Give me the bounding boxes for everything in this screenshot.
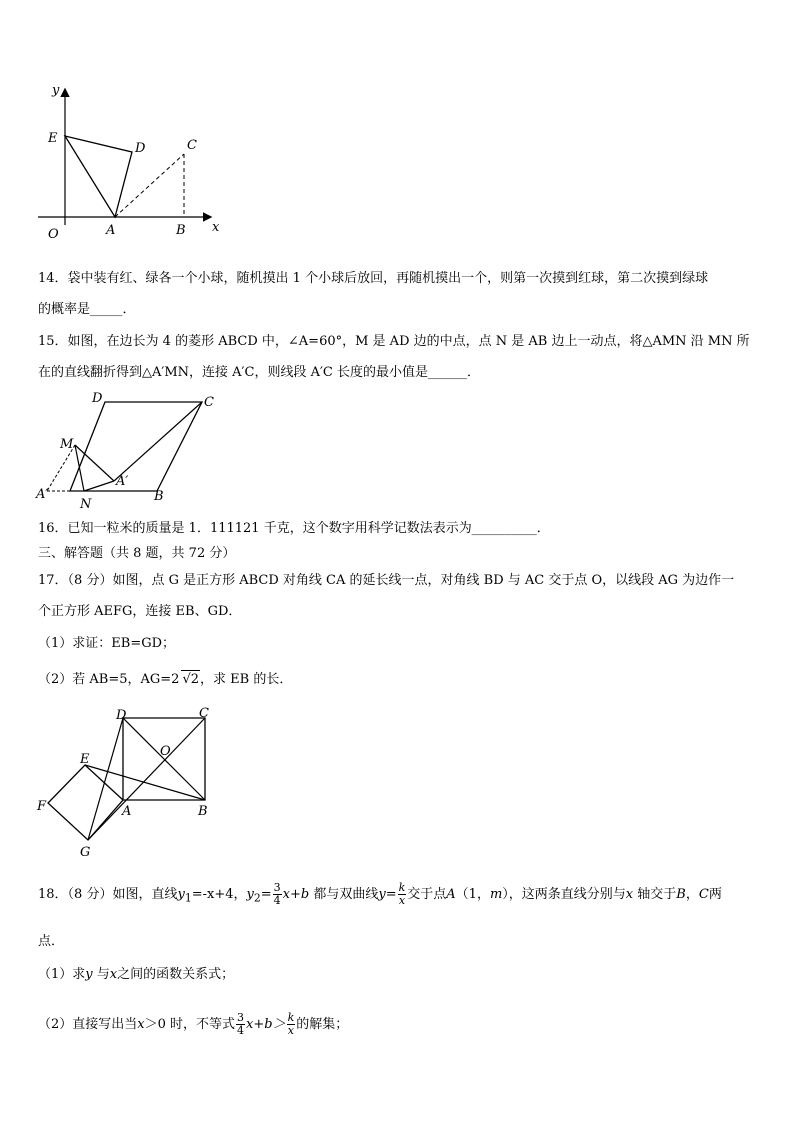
q18-part1-post: 之间的函数关系式； bbox=[117, 967, 235, 982]
point-b: B bbox=[676, 887, 686, 902]
q17-line1: 17．（8 分）如图，点 G 是正方形 ABCD 对角线 CA 的延长线一点，对角线 BD 与 AC 交于点 O，以线段 AG 为边作一 bbox=[38, 573, 735, 588]
q17-part1: （1）求证：EB=GD； bbox=[38, 636, 176, 651]
frac-num: k bbox=[398, 881, 406, 894]
label-b: B bbox=[176, 223, 186, 238]
q15-line2: 在的直线翻折得到△A′MN，连接 A′C，则线段 A′C 长度的最小值是______． bbox=[38, 365, 480, 380]
label-x: x bbox=[212, 220, 220, 235]
label-e: E bbox=[48, 131, 58, 146]
rhombus-abcd bbox=[70, 402, 202, 491]
q18-part1 bbox=[38, 966, 234, 984]
eq-sign: = bbox=[385, 887, 397, 902]
y-var: y bbox=[378, 887, 386, 902]
fraction-k-x bbox=[398, 882, 407, 907]
fraction-k-x bbox=[287, 1012, 296, 1037]
square-aefg bbox=[48, 765, 123, 840]
q18-line2: 点． bbox=[38, 934, 65, 949]
sqrt-symbol: √2 bbox=[182, 672, 200, 687]
figure-q15 bbox=[30, 388, 230, 513]
label-c: C bbox=[204, 395, 214, 410]
q17-line2: 个正方形 AEFG，连接 EB、GD． bbox=[38, 604, 242, 619]
x-axis-var: x bbox=[625, 887, 634, 902]
q17-part2 bbox=[38, 670, 292, 689]
m-var: m bbox=[489, 887, 503, 902]
label-a: A bbox=[106, 223, 116, 238]
q18-mid: 都与双曲线 bbox=[309, 887, 379, 902]
frac-den: 4 bbox=[273, 894, 281, 907]
point-a: A bbox=[446, 887, 456, 902]
label-c: C bbox=[187, 138, 197, 153]
q14-line1: 14．袋中装有红、绿各一个小球，随机摸出 1 个小球后放回，再随机摸出一个，则第一次摸到红球，第二次摸到绿球 bbox=[38, 271, 709, 286]
label-n: N bbox=[80, 497, 92, 512]
point-c: C bbox=[698, 887, 709, 902]
frac-den: x bbox=[398, 894, 406, 907]
q17-part2-pre: （2）若 AB=5，AG=2 bbox=[38, 672, 180, 687]
label-o: O bbox=[48, 227, 59, 242]
x-var: x bbox=[109, 967, 118, 982]
label-b: B bbox=[154, 489, 164, 504]
figure-q13 bbox=[30, 80, 230, 250]
y1-sub: 1 bbox=[184, 891, 192, 905]
dashed-ac bbox=[115, 154, 184, 217]
q18-part1-mid: 与 bbox=[92, 967, 110, 982]
q15-line1: 15．如图，在边长为 4 的菱形 ABCD 中，∠A=60°，M 是 AD 边的中点，点 N 是 AB 边上一动点，将△AMN 沿 MN 所 bbox=[38, 334, 750, 349]
label-y: y bbox=[52, 83, 60, 98]
segment-na1 bbox=[84, 481, 114, 491]
q18-tail: ），这两条直线分别与 bbox=[502, 887, 626, 902]
q18-part2-post: 的解集； bbox=[296, 1017, 349, 1032]
q18-part2 bbox=[38, 1012, 348, 1037]
label-e: E bbox=[80, 752, 90, 767]
q17-part2-post: ，求 EB 的长． bbox=[200, 672, 293, 687]
frac-den: x bbox=[287, 1024, 295, 1037]
xb-term: x+b＞ bbox=[246, 1017, 286, 1032]
y2-eq: = bbox=[260, 887, 272, 902]
y1-eq: =-x+4， bbox=[191, 887, 247, 902]
frac-num: 3 bbox=[237, 1011, 245, 1024]
q18-part1-pre: （1）求 bbox=[38, 967, 86, 982]
label-g: G bbox=[80, 845, 91, 860]
y2-var: y bbox=[246, 887, 254, 902]
label-c: C bbox=[199, 706, 209, 721]
label-o: O bbox=[160, 744, 171, 759]
y2-sub: 2 bbox=[253, 891, 261, 905]
label-b: B bbox=[198, 804, 208, 819]
diagonal-ac bbox=[114, 402, 202, 481]
label-d: D bbox=[92, 391, 103, 406]
q18-line1 bbox=[38, 882, 722, 908]
q18-post: 交于点 bbox=[407, 887, 447, 902]
y-var: y bbox=[85, 967, 93, 982]
q18-pre: 18．（8 分）如图，直线 bbox=[38, 887, 178, 902]
fraction-3-4 bbox=[236, 1012, 245, 1037]
frac-num: k bbox=[287, 1011, 295, 1024]
q18-part2-mid: ＞0 时，不等式 bbox=[144, 1017, 236, 1032]
frac-den: 4 bbox=[237, 1024, 245, 1037]
y1-var: y bbox=[177, 887, 185, 902]
fraction-3-4 bbox=[273, 882, 282, 907]
label-d: D bbox=[116, 708, 127, 723]
frac-num: 3 bbox=[273, 881, 281, 894]
label-d: D bbox=[135, 141, 146, 156]
triangle-ead bbox=[65, 136, 132, 217]
x-var: x bbox=[137, 1017, 145, 1032]
comma: ， bbox=[685, 887, 699, 902]
label-a-prime: A′ bbox=[116, 474, 129, 489]
section3-title: 三、解答题（共 8 题，共 72 分） bbox=[38, 546, 236, 561]
q14-line2: 的概率是_____． bbox=[38, 302, 136, 317]
label-f: F bbox=[37, 799, 47, 814]
figure-q17 bbox=[30, 705, 230, 860]
q18-tail3: 两 bbox=[708, 887, 722, 902]
sqrt-radicand: 2 bbox=[190, 672, 200, 687]
label-a: A′ bbox=[36, 487, 49, 502]
coords: （1， bbox=[455, 887, 490, 902]
label-m: M bbox=[60, 437, 74, 452]
xb-term: x+b bbox=[282, 887, 310, 902]
label-a: A bbox=[122, 804, 132, 819]
q16-text: 16．已知一粒米的质量是 1．111121 千克，这个数字用科学记数法表示为__________． bbox=[38, 521, 550, 536]
q18-part2-pre: （2）直接写出当 bbox=[38, 1017, 138, 1032]
q18-tail2: 轴交于 bbox=[633, 887, 677, 902]
